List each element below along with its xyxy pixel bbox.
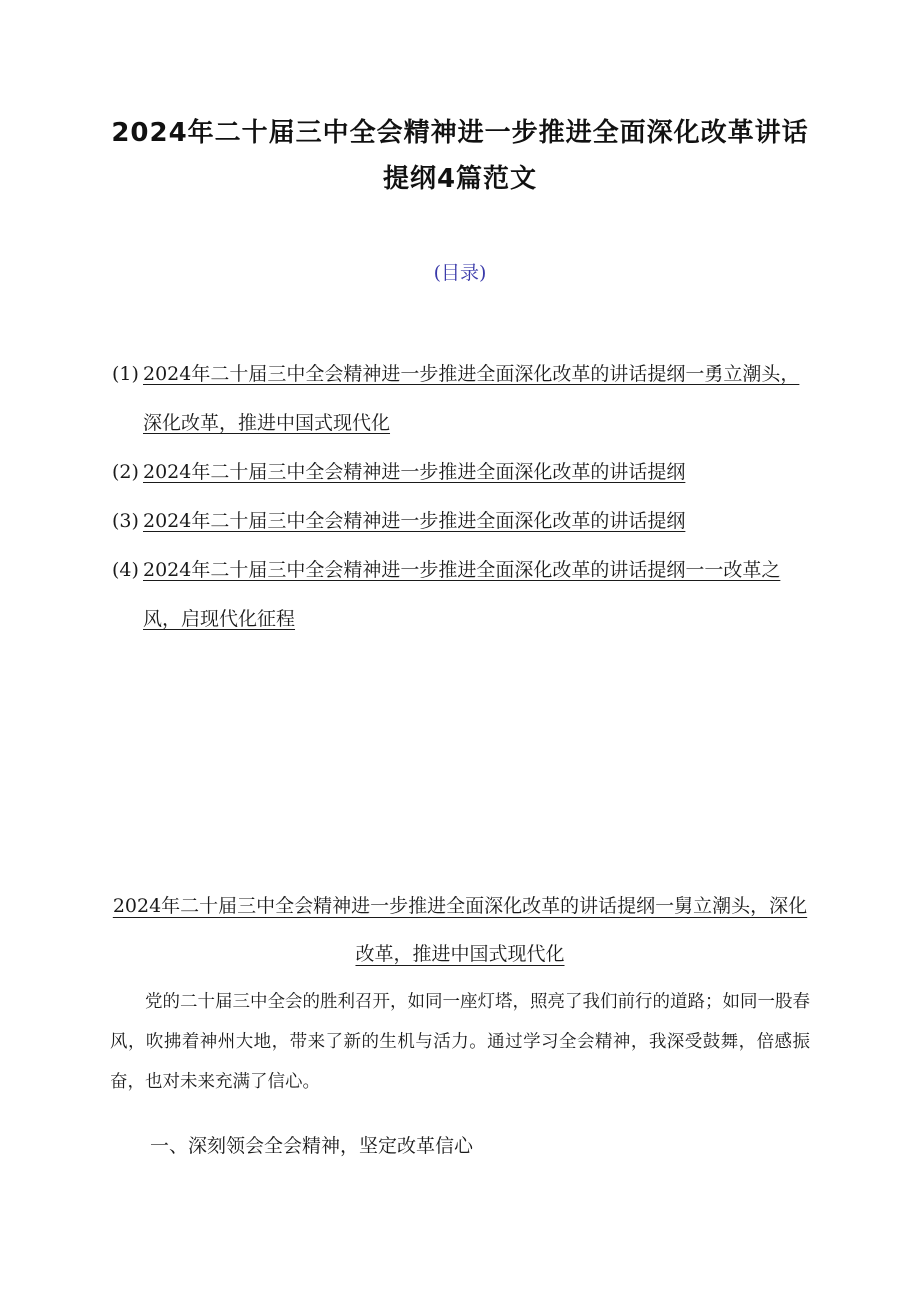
toc-item-2 (112, 448, 812, 497)
toc-item-number: (3) (112, 510, 139, 532)
toc-item-3 (112, 497, 812, 546)
toc-link-4[interactable]: 2024年二十届三中全会精神进一步推进全面深化改革的讲话提纲一一改革之风，启现代化征程 (143, 559, 781, 630)
toc-link-2[interactable]: 2024年二十届三中全会精神进一步推进全面深化改革的讲话提纲 (143, 461, 686, 483)
toc-link-1[interactable]: 2024年二十届三中全会精神进一步推进全面深化改革的讲话提纲一勇立潮头，深化改革，推进中国式现代化 (143, 363, 800, 434)
section-subheading: 一、深刻领会全会精神，坚定改革信心 (150, 1135, 474, 1157)
toc-item-number: (1) (112, 363, 139, 385)
toc-item-1 (112, 350, 812, 448)
toc-item-number: (2) (112, 461, 139, 483)
body-paragraph: 党的二十届三中全会的胜利召开，如同一座灯塔，照亮了我们前行的道路；如同一股春风，吹拂着神州大地，带来了新的生机与活力。通过学习全会精神，我深受鼓舞，倍感振奋，也对未来充满了信心。 (110, 992, 810, 1092)
table-of-contents (112, 350, 812, 644)
toc-item-number: (4) (112, 559, 139, 581)
document-title: 2024年二十届三中全会精神进一步推进全面深化改革讲话提纲4篇范文 (111, 118, 809, 194)
toc-item-4 (112, 546, 812, 644)
toc-heading: (目录) (433, 262, 487, 284)
section-title: 2024年二十届三中全会精神进一步推进全面深化改革的讲话提纲一舅立潮头，深化改革，推进中国式现代化 (112, 895, 808, 965)
toc-link-3[interactable]: 2024年二十届三中全会精神进一步推进全面深化改革的讲话提纲 (143, 510, 686, 532)
